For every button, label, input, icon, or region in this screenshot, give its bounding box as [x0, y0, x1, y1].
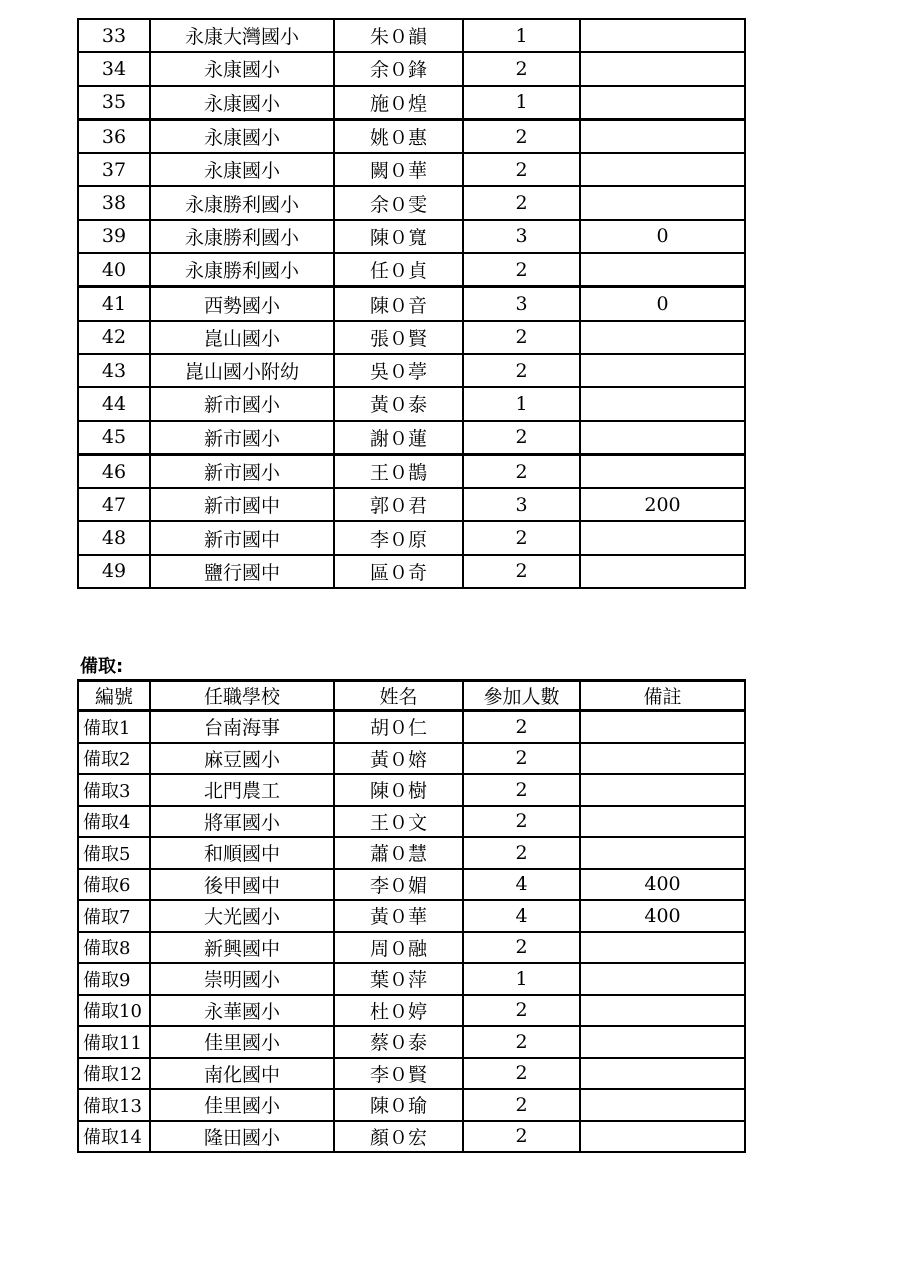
cell-number: 38 [78, 186, 150, 219]
cell-number: 40 [78, 253, 150, 287]
cell-note [580, 1058, 745, 1090]
cell-name: 葉０萍 [334, 963, 463, 995]
cell-name: 蔡０泰 [334, 1026, 463, 1058]
cell-school: 新市國小 [150, 387, 334, 420]
alternate-section-label: 備取: [80, 656, 124, 677]
table-row [78, 743, 745, 775]
cell-number: 41 [78, 287, 150, 321]
table-row [78, 932, 745, 964]
table-row [78, 421, 745, 455]
cell-count: 2 [463, 119, 580, 153]
cell-note [580, 1089, 745, 1121]
cell-name: 謝０蓮 [334, 421, 463, 455]
cell-school: 佳里國小 [150, 1089, 334, 1121]
cell-note [580, 774, 745, 806]
cell-name: 郭０君 [334, 488, 463, 521]
cell-note [580, 995, 745, 1027]
cell-number: 47 [78, 488, 150, 521]
cell-count: 2 [463, 932, 580, 964]
cell-name: 姚０惠 [334, 119, 463, 153]
cell-count: 2 [463, 837, 580, 869]
table-row [78, 1058, 745, 1090]
cell-name: 朱０韻 [334, 19, 463, 52]
cell-number: 45 [78, 421, 150, 455]
cell-count: 2 [463, 555, 580, 588]
cell-count: 1 [463, 963, 580, 995]
cell-school: 新興國中 [150, 932, 334, 964]
cell-note [580, 86, 745, 120]
cell-school: 將軍國小 [150, 806, 334, 838]
cell-note: 200 [580, 488, 745, 521]
cell-school: 麻豆國小 [150, 743, 334, 775]
cell-count: 2 [463, 52, 580, 85]
cell-number: 48 [78, 521, 150, 554]
cell-count: 2 [463, 774, 580, 806]
cell-note [580, 153, 745, 186]
cell-note [580, 52, 745, 85]
cell-school: 大光國小 [150, 900, 334, 932]
table-row [78, 86, 745, 120]
cell-school: 台南海事 [150, 711, 334, 743]
cell-count: 2 [463, 253, 580, 287]
table-row [78, 119, 745, 153]
cell-count: 2 [463, 321, 580, 354]
header-name: 姓名 [334, 681, 463, 711]
cell-name: 張０賢 [334, 321, 463, 354]
cell-note [580, 711, 745, 743]
cell-note [580, 421, 745, 455]
cell-note [580, 837, 745, 869]
cell-name: 杜０婷 [334, 995, 463, 1027]
cell-school: 永康國小 [150, 86, 334, 120]
cell-note [580, 354, 745, 387]
cell-number: 備取2 [78, 743, 150, 775]
cell-school: 永康國小 [150, 119, 334, 153]
cell-name: 蕭０慧 [334, 837, 463, 869]
header-school: 任職學校 [150, 681, 334, 711]
table-row [78, 287, 745, 321]
cell-number: 42 [78, 321, 150, 354]
header-number: 編號 [78, 681, 150, 711]
table-row [78, 253, 745, 287]
cell-school: 後甲國中 [150, 869, 334, 901]
cell-count: 2 [463, 521, 580, 554]
table-row [78, 711, 745, 743]
table-row [78, 454, 745, 488]
table-row [78, 1089, 745, 1121]
cell-note [580, 321, 745, 354]
table-row [78, 354, 745, 387]
cell-number: 46 [78, 454, 150, 488]
cell-count: 4 [463, 869, 580, 901]
cell-count: 4 [463, 900, 580, 932]
cell-count: 2 [463, 421, 580, 455]
cell-count: 2 [463, 743, 580, 775]
table-row [78, 995, 745, 1027]
cell-school: 北門農工 [150, 774, 334, 806]
table-row [78, 321, 745, 354]
cell-number: 備取10 [78, 995, 150, 1027]
cell-school: 永康國小 [150, 153, 334, 186]
cell-count: 2 [463, 1121, 580, 1153]
cell-count: 1 [463, 387, 580, 420]
cell-name: 李０原 [334, 521, 463, 554]
cell-number: 備取14 [78, 1121, 150, 1153]
cell-name: 黃０嫆 [334, 743, 463, 775]
cell-number: 備取8 [78, 932, 150, 964]
alternate-table [77, 679, 746, 1153]
cell-note [580, 555, 745, 588]
cell-school: 新市國中 [150, 521, 334, 554]
cell-number: 44 [78, 387, 150, 420]
cell-name: 黃０泰 [334, 387, 463, 420]
cell-count: 2 [463, 711, 580, 743]
cell-count: 3 [463, 488, 580, 521]
cell-school: 隆田國小 [150, 1121, 334, 1153]
cell-note [580, 387, 745, 420]
cell-name: 任０貞 [334, 253, 463, 287]
table-row [78, 153, 745, 186]
cell-number: 備取5 [78, 837, 150, 869]
table-row [78, 1026, 745, 1058]
cell-number: 33 [78, 19, 150, 52]
table-row [78, 869, 745, 901]
cell-count: 3 [463, 287, 580, 321]
cell-number: 備取9 [78, 963, 150, 995]
cell-name: 區０奇 [334, 555, 463, 588]
cell-name: 周０融 [334, 932, 463, 964]
cell-school: 永康勝利國小 [150, 186, 334, 219]
cell-note [580, 119, 745, 153]
cell-name: 闕０華 [334, 153, 463, 186]
cell-count: 2 [463, 1026, 580, 1058]
cell-note: 400 [580, 900, 745, 932]
cell-note [580, 963, 745, 995]
cell-school: 鹽行國中 [150, 555, 334, 588]
table-row [78, 19, 745, 52]
cell-number: 34 [78, 52, 150, 85]
table-row [78, 900, 745, 932]
cell-name: 王０鵲 [334, 454, 463, 488]
cell-note [580, 806, 745, 838]
cell-note [580, 521, 745, 554]
table-row [78, 837, 745, 869]
header-count: 參加人數 [463, 681, 580, 711]
table-row [78, 963, 745, 995]
cell-count: 1 [463, 19, 580, 52]
cell-school: 新市國小 [150, 454, 334, 488]
table-row [78, 555, 745, 588]
table-row [78, 186, 745, 219]
table-row [78, 521, 745, 554]
cell-name: 李０媚 [334, 869, 463, 901]
cell-number: 備取12 [78, 1058, 150, 1090]
cell-number: 49 [78, 555, 150, 588]
cell-name: 陳０樹 [334, 774, 463, 806]
cell-count: 2 [463, 1058, 580, 1090]
cell-number: 備取4 [78, 806, 150, 838]
cell-school: 新市國中 [150, 488, 334, 521]
cell-number: 36 [78, 119, 150, 153]
cell-count: 2 [463, 354, 580, 387]
cell-name: 余０雯 [334, 186, 463, 219]
table-row [78, 488, 745, 521]
cell-school: 永康國小 [150, 52, 334, 85]
cell-note: 0 [580, 287, 745, 321]
cell-count: 2 [463, 454, 580, 488]
table-row [78, 774, 745, 806]
cell-count: 1 [463, 86, 580, 120]
cell-name: 施０煌 [334, 86, 463, 120]
cell-school: 崇明國小 [150, 963, 334, 995]
cell-school: 崑山國小 [150, 321, 334, 354]
cell-name: 胡０仁 [334, 711, 463, 743]
cell-note [580, 186, 745, 219]
table-row [78, 1121, 745, 1153]
cell-count: 2 [463, 806, 580, 838]
table-row [78, 220, 745, 253]
cell-number: 備取6 [78, 869, 150, 901]
cell-note: 0 [580, 220, 745, 253]
cell-count: 2 [463, 995, 580, 1027]
cell-name: 陳０音 [334, 287, 463, 321]
cell-name: 黃０華 [334, 900, 463, 932]
cell-number: 備取11 [78, 1026, 150, 1058]
table-header-row [78, 681, 745, 711]
cell-name: 余０鋒 [334, 52, 463, 85]
header-note: 備註 [580, 681, 745, 711]
cell-count: 2 [463, 153, 580, 186]
cell-school: 崑山國小附幼 [150, 354, 334, 387]
cell-name: 李０賢 [334, 1058, 463, 1090]
cell-name: 吳０葶 [334, 354, 463, 387]
cell-note [580, 743, 745, 775]
cell-number: 備取1 [78, 711, 150, 743]
cell-number: 35 [78, 86, 150, 120]
cell-name: 顏０宏 [334, 1121, 463, 1153]
table-row [78, 52, 745, 85]
cell-name: 陳０寬 [334, 220, 463, 253]
cell-count: 2 [463, 1089, 580, 1121]
cell-school: 西勢國小 [150, 287, 334, 321]
cell-note [580, 253, 745, 287]
cell-number: 備取3 [78, 774, 150, 806]
participant-table [77, 18, 746, 589]
cell-school: 佳里國小 [150, 1026, 334, 1058]
cell-note [580, 1121, 745, 1153]
cell-note [580, 932, 745, 964]
cell-count: 3 [463, 220, 580, 253]
cell-school: 永康勝利國小 [150, 220, 334, 253]
table-row [78, 387, 745, 420]
cell-number: 備取7 [78, 900, 150, 932]
cell-note [580, 454, 745, 488]
cell-number: 37 [78, 153, 150, 186]
cell-number: 43 [78, 354, 150, 387]
cell-number: 備取13 [78, 1089, 150, 1121]
table-row [78, 806, 745, 838]
cell-name: 王０文 [334, 806, 463, 838]
cell-school: 永華國小 [150, 995, 334, 1027]
cell-name: 陳０瑜 [334, 1089, 463, 1121]
cell-note [580, 1026, 745, 1058]
cell-note [580, 19, 745, 52]
cell-school: 永康大灣國小 [150, 19, 334, 52]
cell-number: 39 [78, 220, 150, 253]
cell-count: 2 [463, 186, 580, 219]
cell-school: 南化國中 [150, 1058, 334, 1090]
cell-school: 新市國小 [150, 421, 334, 455]
cell-school: 永康勝利國小 [150, 253, 334, 287]
cell-school: 和順國中 [150, 837, 334, 869]
cell-note: 400 [580, 869, 745, 901]
